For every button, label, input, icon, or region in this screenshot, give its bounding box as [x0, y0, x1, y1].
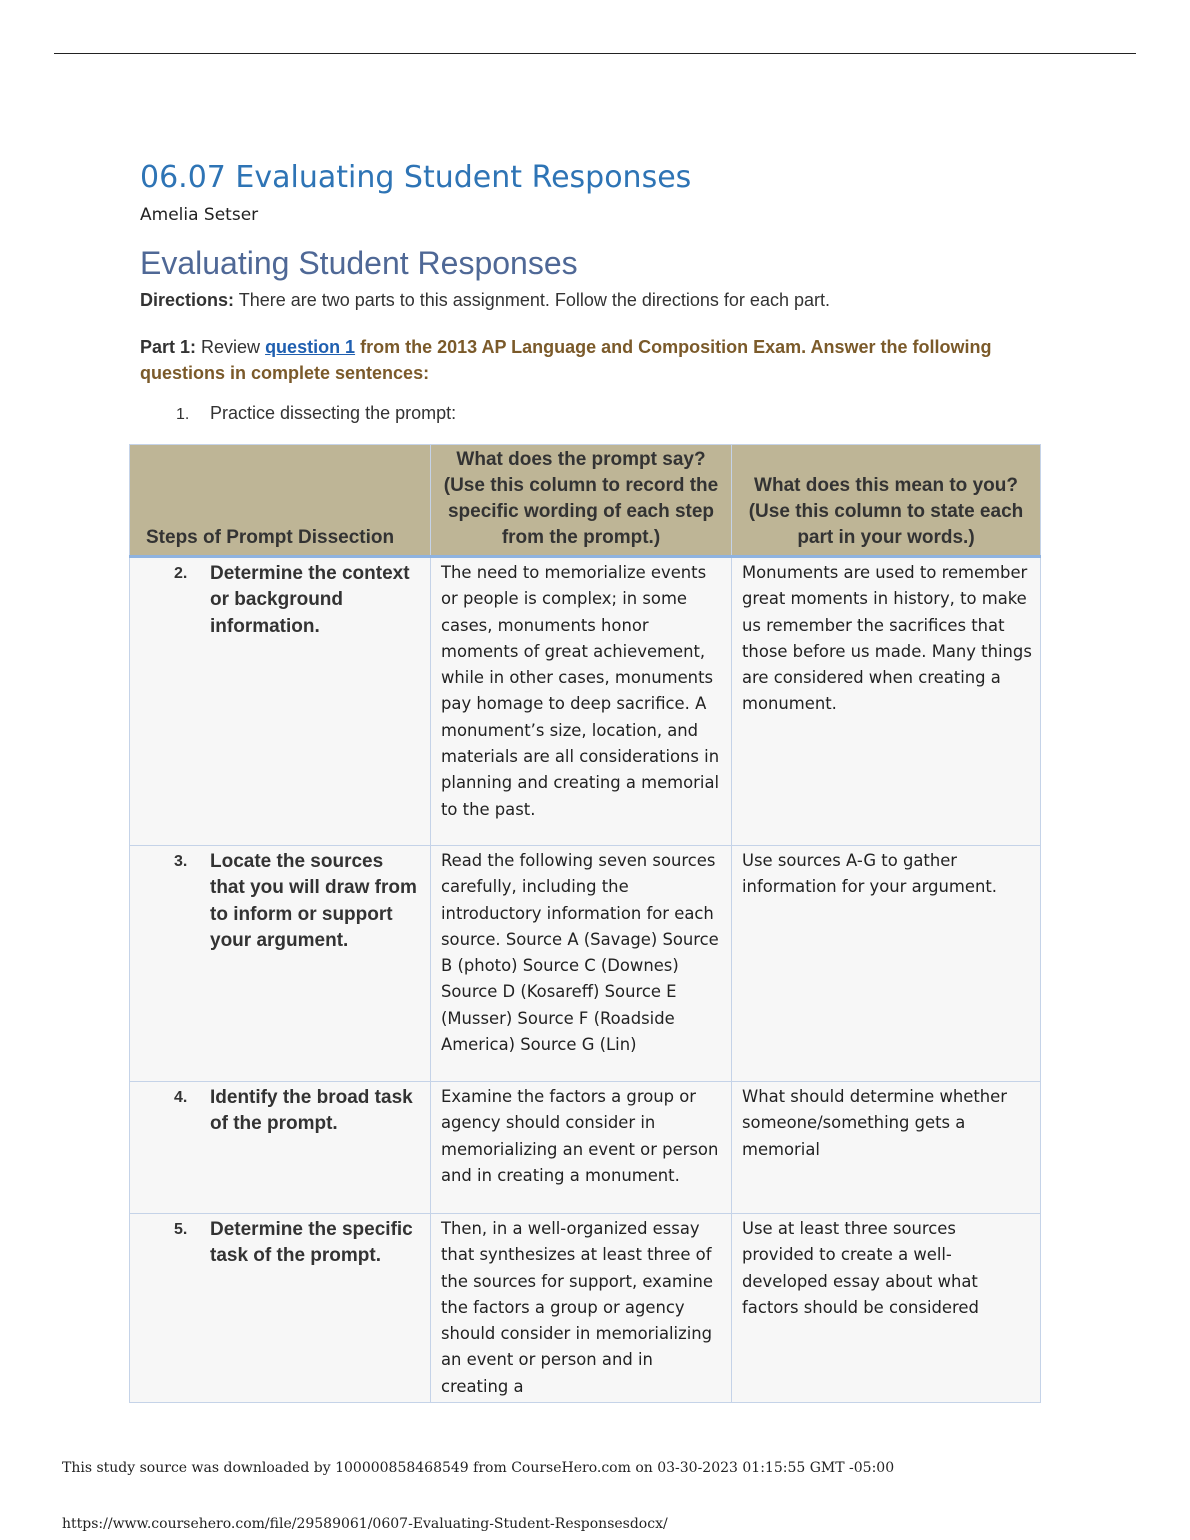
- meaning-cell: [732, 846, 1041, 1082]
- step-cell: [130, 1214, 431, 1403]
- document-title: 06.07 Evaluating Student Responses: [140, 160, 692, 195]
- table-row: [130, 1082, 1041, 1214]
- table-row: [130, 846, 1041, 1082]
- step-number: 2.: [174, 565, 188, 582]
- prompt-text: Then, in a well-organized essay that synthesizes at least three of the sources for support, examine the factors a group or agency should consider in memorializing an event or person and in creating a: [441, 1219, 713, 1396]
- step-number: 4.: [174, 1089, 188, 1106]
- meaning-cell: [732, 1082, 1041, 1214]
- part1-rest: from the 2013 AP Language and Composition Exam. Answer the following questions in complete sentences:: [140, 337, 992, 383]
- table-header-row: [130, 445, 1041, 557]
- column-header-meaning: What does this mean to you? (Use this column to state each part in your words.): [732, 445, 1041, 557]
- section-heading: Evaluating Student Responses: [140, 245, 578, 281]
- download-note: This study source was downloaded by 100000858468549 from CourseHero.com on 03-30-2023 01:15:55 GMT -05:00: [62, 1460, 895, 1476]
- directions-text: There are two parts to this assignment. Follow the directions for each part.: [234, 290, 830, 310]
- column-header-prompt: What does the prompt say? (Use this column to record the specific wording of each step from the prompt.): [431, 445, 732, 557]
- step-text: Locate the sources that you will draw from to inform or support your argument.: [210, 851, 417, 951]
- meaning-cell: [732, 1214, 1041, 1403]
- meaning-cell: [732, 557, 1041, 846]
- directions: [140, 290, 830, 311]
- prompt-cell: [431, 557, 732, 846]
- step-number: 3.: [174, 853, 188, 870]
- part1-review: Review: [196, 337, 266, 357]
- table-row: [130, 557, 1041, 846]
- step-cell: [130, 1082, 431, 1214]
- step-number: 5.: [174, 1221, 188, 1238]
- column-header-steps: Steps of Prompt Dissection: [130, 445, 431, 557]
- author-name: Amelia Setser: [140, 205, 259, 225]
- prompt-text: Read the following seven sources carefully, including the introductory information for each source. Source A (Savage) Source B (photo) Source C (Downes) Source D (Kosareff) Source E (Musser) Source F (Roadside America) Source G (Lin): [441, 851, 719, 1055]
- prompt-text: Examine the factors a group or agency should consider in memorializing an event or person and in creating a monument.: [441, 1087, 719, 1185]
- prompt-cell: [431, 846, 732, 1082]
- prompt-text: The need to memorialize events or people is complex; in some cases, monuments honor moments of great achievement, while in other cases, monuments pay homage to deep sacrifice. A monument’s size, location, and materials are all considerations in planning and creating a memorial to the past.: [441, 563, 720, 819]
- meaning-text: What should determine whether someone/something gets a memorial: [742, 1087, 1007, 1159]
- prompt-cell: [431, 1082, 732, 1214]
- part1-label: Part 1:: [140, 337, 197, 357]
- list-item-1: [176, 403, 456, 424]
- question-1-link[interactable]: question 1: [265, 337, 356, 357]
- meaning-text: Use sources A-G to gather information for your argument.: [742, 851, 997, 897]
- meaning-text: Use at least three sources provided to create a well-developed essay about what factors should be considered: [742, 1219, 979, 1317]
- step-text: Determine the context or background information.: [210, 563, 410, 637]
- step-cell: [130, 846, 431, 1082]
- meaning-text: Monuments are used to remember great moments in history, to make us remember the sacrifices that those before us made. Many things are considered when creating a monument.: [742, 563, 1032, 714]
- top-rule: [54, 53, 1136, 54]
- step-cell: [130, 557, 431, 846]
- directions-label: Directions:: [140, 290, 235, 310]
- step-text: Determine the specific task of the prompt.: [210, 1219, 413, 1267]
- table-row: [130, 1214, 1041, 1403]
- prompt-cell: [431, 1214, 732, 1403]
- prompt-dissection-table: [129, 444, 1041, 1403]
- list-item-number: 1.: [176, 406, 190, 423]
- part1-instructions: [140, 334, 1040, 386]
- step-text: Identify the broad task of the prompt.: [210, 1087, 413, 1135]
- list-item-text: Practice dissecting the prompt:: [210, 403, 457, 423]
- source-url[interactable]: https://www.coursehero.com/file/29589061/0607-Evaluating-Student-Responsesdocx/: [62, 1516, 668, 1532]
